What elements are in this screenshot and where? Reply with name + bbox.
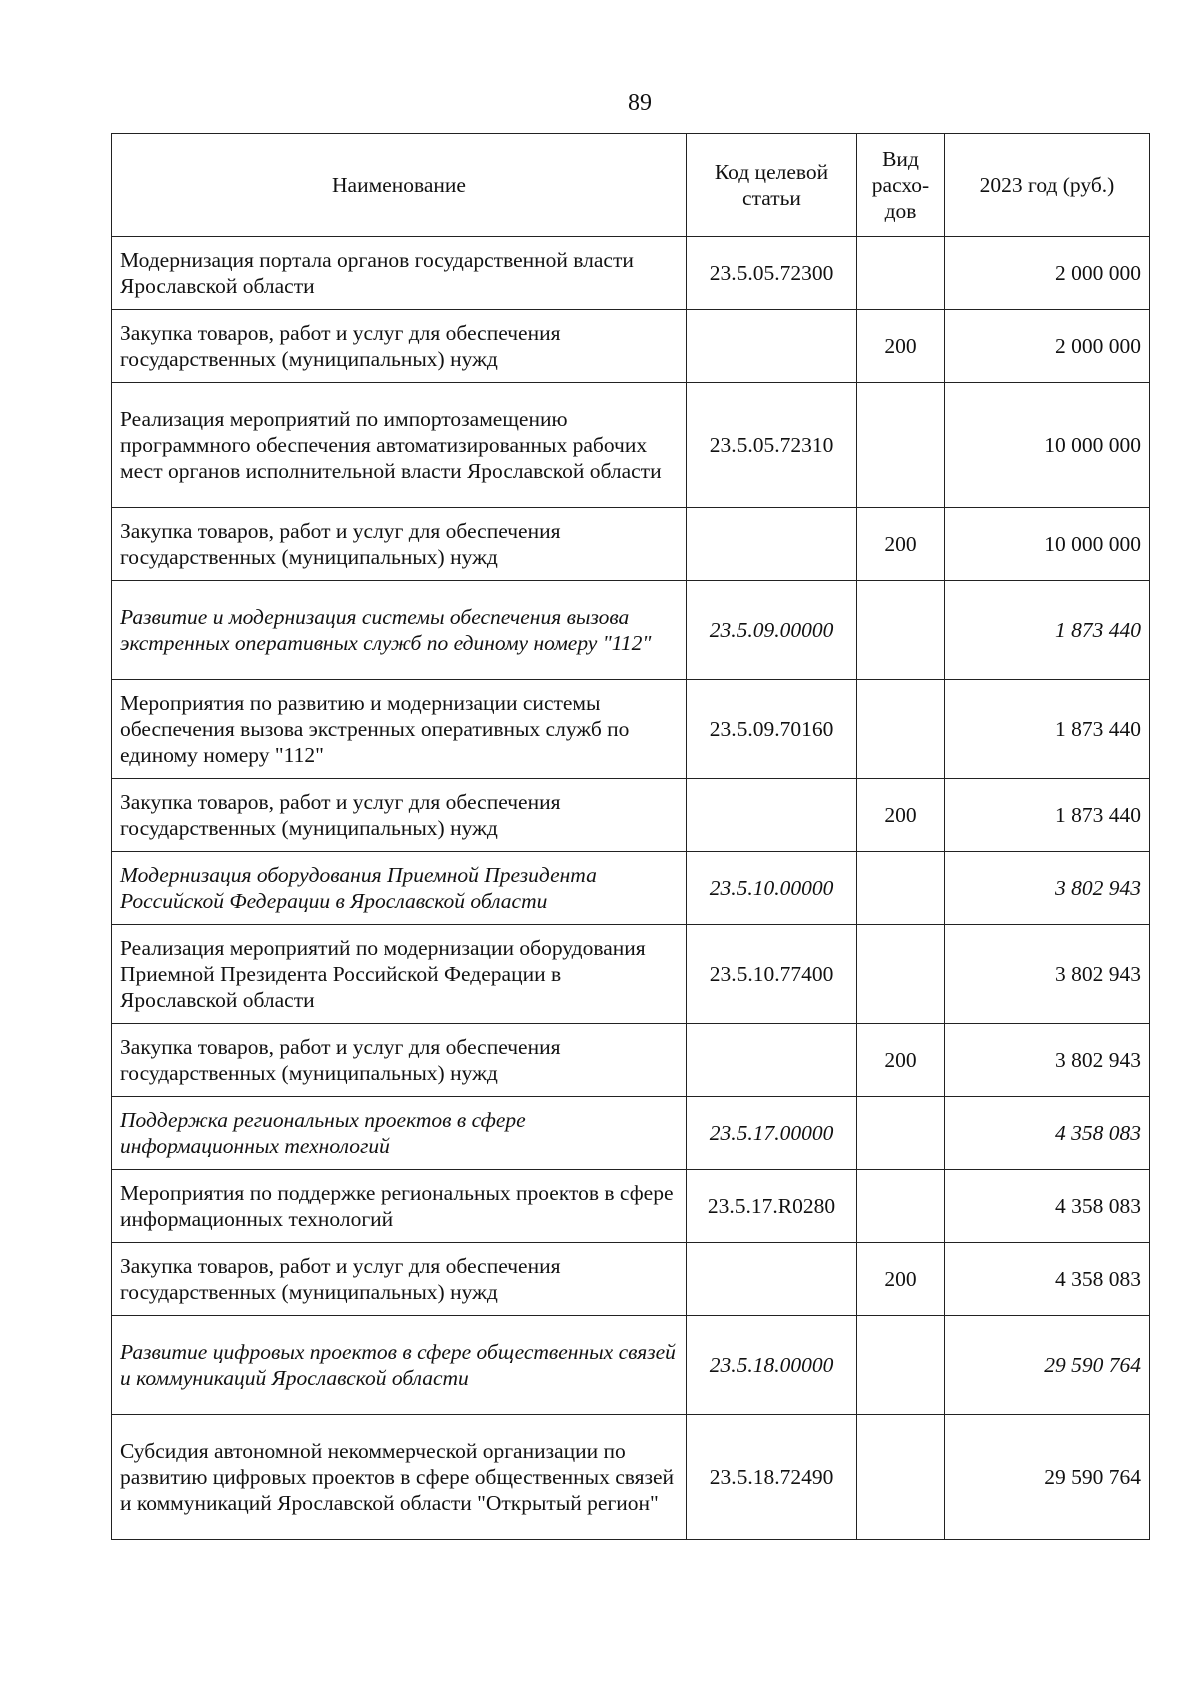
cell-amount: 29 590 764 <box>945 1415 1150 1540</box>
budget-table <box>111 133 1150 1540</box>
cell-type <box>857 237 945 310</box>
cell-name: Поддержка региональных проектов в сфере информационных технологий <box>112 1097 687 1170</box>
table-row <box>112 852 1150 925</box>
cell-code: 23.5.09.70160 <box>687 680 857 779</box>
cell-name: Закупка товаров, работ и услуг для обеспечения государственных (муниципальных) нужд <box>112 1024 687 1097</box>
cell-name: Закупка товаров, работ и услуг для обеспечения государственных (муниципальных) нужд <box>112 508 687 581</box>
table-body <box>112 237 1150 1540</box>
header-amount: 2023 год (руб.) <box>945 134 1150 237</box>
cell-code: 23.5.05.72310 <box>687 383 857 508</box>
table-row <box>112 508 1150 581</box>
cell-amount: 1 873 440 <box>945 581 1150 680</box>
table-row <box>112 581 1150 680</box>
cell-type: 200 <box>857 508 945 581</box>
table-row <box>112 1024 1150 1097</box>
cell-type <box>857 1170 945 1243</box>
cell-name: Развитие цифровых проектов в сфере общественных связей и коммуникаций Ярославской области <box>112 1316 687 1415</box>
cell-name: Закупка товаров, работ и услуг для обеспечения государственных (муниципальных) нужд <box>112 310 687 383</box>
cell-code <box>687 508 857 581</box>
cell-code <box>687 1024 857 1097</box>
cell-type <box>857 852 945 925</box>
cell-name: Модернизация оборудования Приемной Президента Российской Федерации в Ярославской области <box>112 852 687 925</box>
cell-name: Закупка товаров, работ и услуг для обеспечения государственных (муниципальных) нужд <box>112 1243 687 1316</box>
cell-code: 23.5.09.00000 <box>687 581 857 680</box>
table-row <box>112 1097 1150 1170</box>
table-row <box>112 779 1150 852</box>
table-row <box>112 925 1150 1024</box>
cell-name: Субсидия автономной некоммерческой организации по развитию цифровых проектов в сфере общественных связей и коммуникаций Ярославской области "Открытый регион" <box>112 1415 687 1540</box>
cell-code <box>687 779 857 852</box>
cell-type <box>857 581 945 680</box>
cell-type: 200 <box>857 1024 945 1097</box>
cell-code: 23.5.18.00000 <box>687 1316 857 1415</box>
cell-amount: 4 358 083 <box>945 1097 1150 1170</box>
cell-type <box>857 1316 945 1415</box>
table-row <box>112 1415 1150 1540</box>
cell-amount: 1 873 440 <box>945 779 1150 852</box>
cell-type: 200 <box>857 1243 945 1316</box>
cell-amount: 10 000 000 <box>945 508 1150 581</box>
cell-amount: 1 873 440 <box>945 680 1150 779</box>
cell-name: Реализация мероприятий по импортозамещению программного обеспечения автоматизированных рабочих мест органов исполнительной власти Ярославской области <box>112 383 687 508</box>
cell-code: 23.5.05.72300 <box>687 237 857 310</box>
cell-name: Модернизация портала органов государственной власти Ярославской области <box>112 237 687 310</box>
cell-type <box>857 925 945 1024</box>
cell-type: 200 <box>857 779 945 852</box>
cell-name: Реализация мероприятий по модернизации оборудования Приемной Президента Российской Федерации в Ярославской области <box>112 925 687 1024</box>
cell-type <box>857 383 945 508</box>
cell-name: Мероприятия по развитию и модернизации системы обеспечения вызова экстренных оперативных служб по единому номеру "112" <box>112 680 687 779</box>
cell-code <box>687 1243 857 1316</box>
cell-amount: 4 358 083 <box>945 1243 1150 1316</box>
cell-amount: 10 000 000 <box>945 383 1150 508</box>
table-row <box>112 237 1150 310</box>
cell-type: 200 <box>857 310 945 383</box>
cell-code: 23.5.10.77400 <box>687 925 857 1024</box>
cell-amount: 2 000 000 <box>945 237 1150 310</box>
cell-name: Закупка товаров, работ и услуг для обеспечения государственных (муниципальных) нужд <box>112 779 687 852</box>
table-row <box>112 1316 1150 1415</box>
table-row <box>112 1170 1150 1243</box>
cell-amount: 29 590 764 <box>945 1316 1150 1415</box>
cell-amount: 4 358 083 <box>945 1170 1150 1243</box>
header-name: Наименование <box>112 134 687 237</box>
header-type: Вид расхо- дов <box>857 134 945 237</box>
cell-code: 23.5.17.00000 <box>687 1097 857 1170</box>
table-row <box>112 680 1150 779</box>
cell-amount: 3 802 943 <box>945 852 1150 925</box>
header-row <box>112 134 1150 237</box>
cell-type <box>857 680 945 779</box>
cell-code <box>687 310 857 383</box>
cell-type <box>857 1097 945 1170</box>
cell-name: Мероприятия по поддержке региональных проектов в сфере информационных технологий <box>112 1170 687 1243</box>
cell-code: 23.5.18.72490 <box>687 1415 857 1540</box>
cell-type <box>857 1415 945 1540</box>
cell-code: 23.5.17.R0280 <box>687 1170 857 1243</box>
header-code: Код целевой статьи <box>687 134 857 237</box>
table-row <box>112 383 1150 508</box>
cell-amount: 2 000 000 <box>945 310 1150 383</box>
cell-amount: 3 802 943 <box>945 925 1150 1024</box>
table-row <box>112 1243 1150 1316</box>
table-row <box>112 310 1150 383</box>
cell-amount: 3 802 943 <box>945 1024 1150 1097</box>
cell-code: 23.5.10.00000 <box>687 852 857 925</box>
cell-name: Развитие и модернизация системы обеспечения вызова экстренных оперативных служб по единому номеру "112" <box>112 581 687 680</box>
page-number: 89 <box>628 90 652 116</box>
